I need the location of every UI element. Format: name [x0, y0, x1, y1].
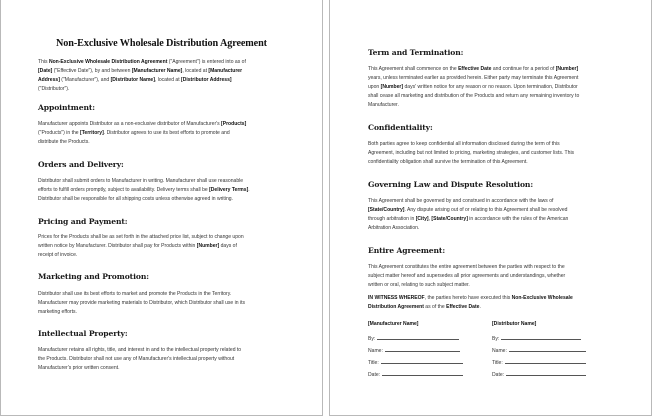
section-heading-intellectual-property: Intellectual Property: [38, 329, 128, 338]
text-line: Distributor shall be responsible for all shipping costs unless otherwise agreed in writing. [38, 196, 233, 202]
bold-placeholder: [Date] [38, 68, 53, 74]
bold-placeholder: [Number] [555, 66, 579, 72]
field-label: Name: [368, 348, 383, 354]
bold-placeholder: Non-Exclusive Wholesale Distribution Agreement [48, 59, 168, 65]
bold-placeholder: Effective Date [446, 304, 480, 310]
text-line: the Products. Distributor shall not use any of Manufacturer's intellectual property without [38, 356, 235, 362]
field-label: Date: [368, 372, 381, 378]
text-line: Manufacturer appoints Distributor as a non-exclusive distributor of Manufacturer's [Products] [38, 121, 247, 127]
section-heading-term-termination: Term and Termination: [368, 48, 464, 57]
bold-placeholder: [Products] [221, 121, 247, 127]
text-line: receipt of invoice. [38, 252, 78, 258]
text-line: Manufacturer retains all rights, title, and interest in and to the intellectual property related to [38, 347, 242, 353]
bold-placeholder: [State/Country] [368, 207, 405, 213]
bold-placeholder: [City] [415, 216, 429, 222]
text-line: This Non-Exclusive Wholesale Distribution Agreement ("Agreement") is entered into as of [38, 59, 246, 65]
document-title: Non-Exclusive Wholesale Distribution Agreement [56, 38, 267, 49]
text-line: efforts to fulfill orders promptly, subject to availability. Delivery terms shall be [Delivery Terms]. [38, 187, 250, 193]
text-line: This Agreement constitutes the entire agreement between the parties with respect to the [368, 264, 565, 270]
text-line: Address] ("Manufacturer"), and [Distributor Name], located at [Distributor Address] [38, 77, 232, 83]
signature-line[interactable] [506, 370, 586, 376]
text-line: marketing efforts. [38, 309, 77, 315]
field-label: Name: [492, 348, 507, 354]
bold-placeholder: [Number] [196, 243, 220, 249]
document-page-2 [329, 0, 652, 416]
section-body-term-termination [368, 65, 579, 110]
section-body-orders-delivery [38, 177, 250, 204]
bold-placeholder: Address] [38, 77, 60, 83]
text-line: ("Products") in the [Territory]. Distributor agrees to use its best efforts to promote and [38, 130, 230, 136]
text-line: shall cease all marketing and distribution of the Products and return any remaining inventory to [368, 93, 580, 99]
bold-placeholder: IN WITNESS WHEREOF [368, 295, 425, 301]
field-label: Title: [492, 360, 503, 366]
bold-placeholder: [Manufacturer Name] [131, 68, 183, 74]
text-line: years, unless terminated earlier as provided herein. Either party may terminate this Agreement [368, 75, 579, 81]
section-body-pricing-payment [38, 233, 244, 260]
text-line: IN WITNESS WHEREOF, the parties hereto have executed this Non-Exclusive Wholesale [368, 295, 573, 301]
text-line: Both parties agree to keep confidential all information disclosed during the term of this [368, 141, 560, 147]
text-line: Distributor shall submit orders to Manufacturer in writing. Manufacturer shall use reasonable [38, 178, 244, 184]
signature-line[interactable] [377, 334, 459, 340]
text-line: upon [Number] days' written notice for any reason or no reason. Upon termination, Distributor [368, 84, 578, 90]
bold-placeholder: [Number] [380, 84, 404, 90]
signature-field-title[interactable] [368, 358, 463, 366]
text-line: [State/Country]. Any dispute arising out of or relating to this Agreement shall be resolved [368, 207, 568, 213]
section-body-confidentiality [368, 140, 574, 167]
bold-placeholder: [Delivery Terms] [209, 187, 249, 193]
section-body-governing-law [368, 197, 568, 233]
bold-placeholder: Distribution Agreement [368, 304, 424, 310]
text-line: written or oral, relating to such subject matter. [368, 282, 470, 288]
bold-placeholder: [Manufacturer [208, 68, 243, 74]
section-body-appointment [38, 120, 246, 147]
text-line: Agreement, including but not limited to pricing, marketing strategies, and customer lists. This [368, 150, 575, 156]
signature-field-date[interactable] [492, 370, 586, 378]
section-heading-governing-law: Governing Law and Dispute Resolution: [368, 180, 534, 189]
signature-field-name[interactable] [368, 346, 460, 354]
signature-line[interactable] [505, 358, 586, 364]
field-label: By: [368, 336, 376, 342]
signature-line[interactable] [385, 346, 460, 352]
document-page-1 [0, 0, 323, 416]
witness-clause [368, 294, 573, 312]
text-line: This Agreement shall commence on the Effective Date and continue for a period of [Number] [368, 66, 579, 72]
signature-line[interactable] [381, 358, 463, 364]
text-line: Prices for the Products shall be as set forth in the attached price list, subject to change upon [38, 234, 244, 240]
text-line: confidentiality obligation shall survive the termination of this Agreement. [368, 159, 528, 165]
field-label: Date: [492, 372, 505, 378]
field-label: Title: [368, 360, 379, 366]
text-line: subject matter hereof and supersedes all prior agreements and understandings, whether [368, 273, 566, 279]
section-body-entire-agreement [368, 263, 565, 290]
intro-paragraph [38, 58, 246, 94]
field-label: By: [492, 336, 500, 342]
text-line: Manufacturer's prior written consent. [38, 365, 120, 371]
text-line: This Agreement shall be governed by and construed in accordance with the laws of [368, 198, 554, 204]
section-heading-orders-delivery: Orders and Delivery: [38, 160, 124, 169]
signature-block-distributor [492, 321, 602, 381]
signature-line[interactable] [382, 370, 463, 376]
bold-placeholder: [Distributor Name] [110, 77, 155, 83]
bold-placeholder: Non-Exclusive Wholesale [511, 295, 573, 301]
text-line: Arbitration Association. [368, 225, 420, 231]
text-line: distribute the Products. [38, 139, 90, 145]
signature-field-by[interactable] [368, 334, 459, 342]
text-line: written notice by Manufacturer. Distributor shall pay for Products within [Number] days of [38, 243, 237, 249]
signature-line[interactable] [509, 346, 586, 352]
text-line: Manufacturer. [368, 102, 399, 108]
signature-party-distributor: [Distributor Name] [492, 321, 537, 327]
bold-placeholder: [State/Country] [431, 216, 468, 222]
text-line: Distribution Agreement as of the Effective Date. [368, 304, 481, 310]
text-line: Distributor shall use its best efforts to market and promote the Products in the Territory. [38, 291, 232, 297]
section-heading-confidentiality: Confidentiality: [368, 123, 433, 132]
signature-field-date[interactable] [368, 370, 463, 378]
signature-field-title[interactable] [492, 358, 586, 366]
text-line: through arbitration in [City], [State/Country] in accordance with the rules of the American [368, 216, 569, 222]
section-body-marketing-promotion [38, 290, 245, 317]
section-heading-entire-agreement: Entire Agreement: [368, 246, 446, 255]
section-heading-pricing-payment: Pricing and Payment: [38, 217, 128, 226]
signature-line[interactable] [501, 334, 581, 340]
section-heading-appointment: Appointment: [38, 103, 95, 112]
section-body-intellectual-property [38, 346, 241, 373]
bold-placeholder: Effective Date [458, 66, 492, 72]
text-line: ("Distributor"). [38, 86, 70, 92]
signature-party-manufacturer: [Manufacturer Name] [368, 321, 419, 327]
bold-placeholder: [Distributor Address] [181, 77, 232, 83]
signature-block-manufacturer [368, 321, 478, 381]
text-line: Manufacturer may provide marketing materials to Distributor, which Distributor shall use in its [38, 300, 246, 306]
signature-field-name[interactable] [492, 346, 586, 354]
signature-field-by[interactable] [492, 334, 581, 342]
text-line: [Date] ("Effective Date"), by and between [Manufacturer Name], located at [Manufacturer [38, 68, 243, 74]
section-heading-marketing-promotion: Marketing and Promotion: [38, 272, 149, 281]
bold-placeholder: [Territory] [80, 130, 104, 136]
